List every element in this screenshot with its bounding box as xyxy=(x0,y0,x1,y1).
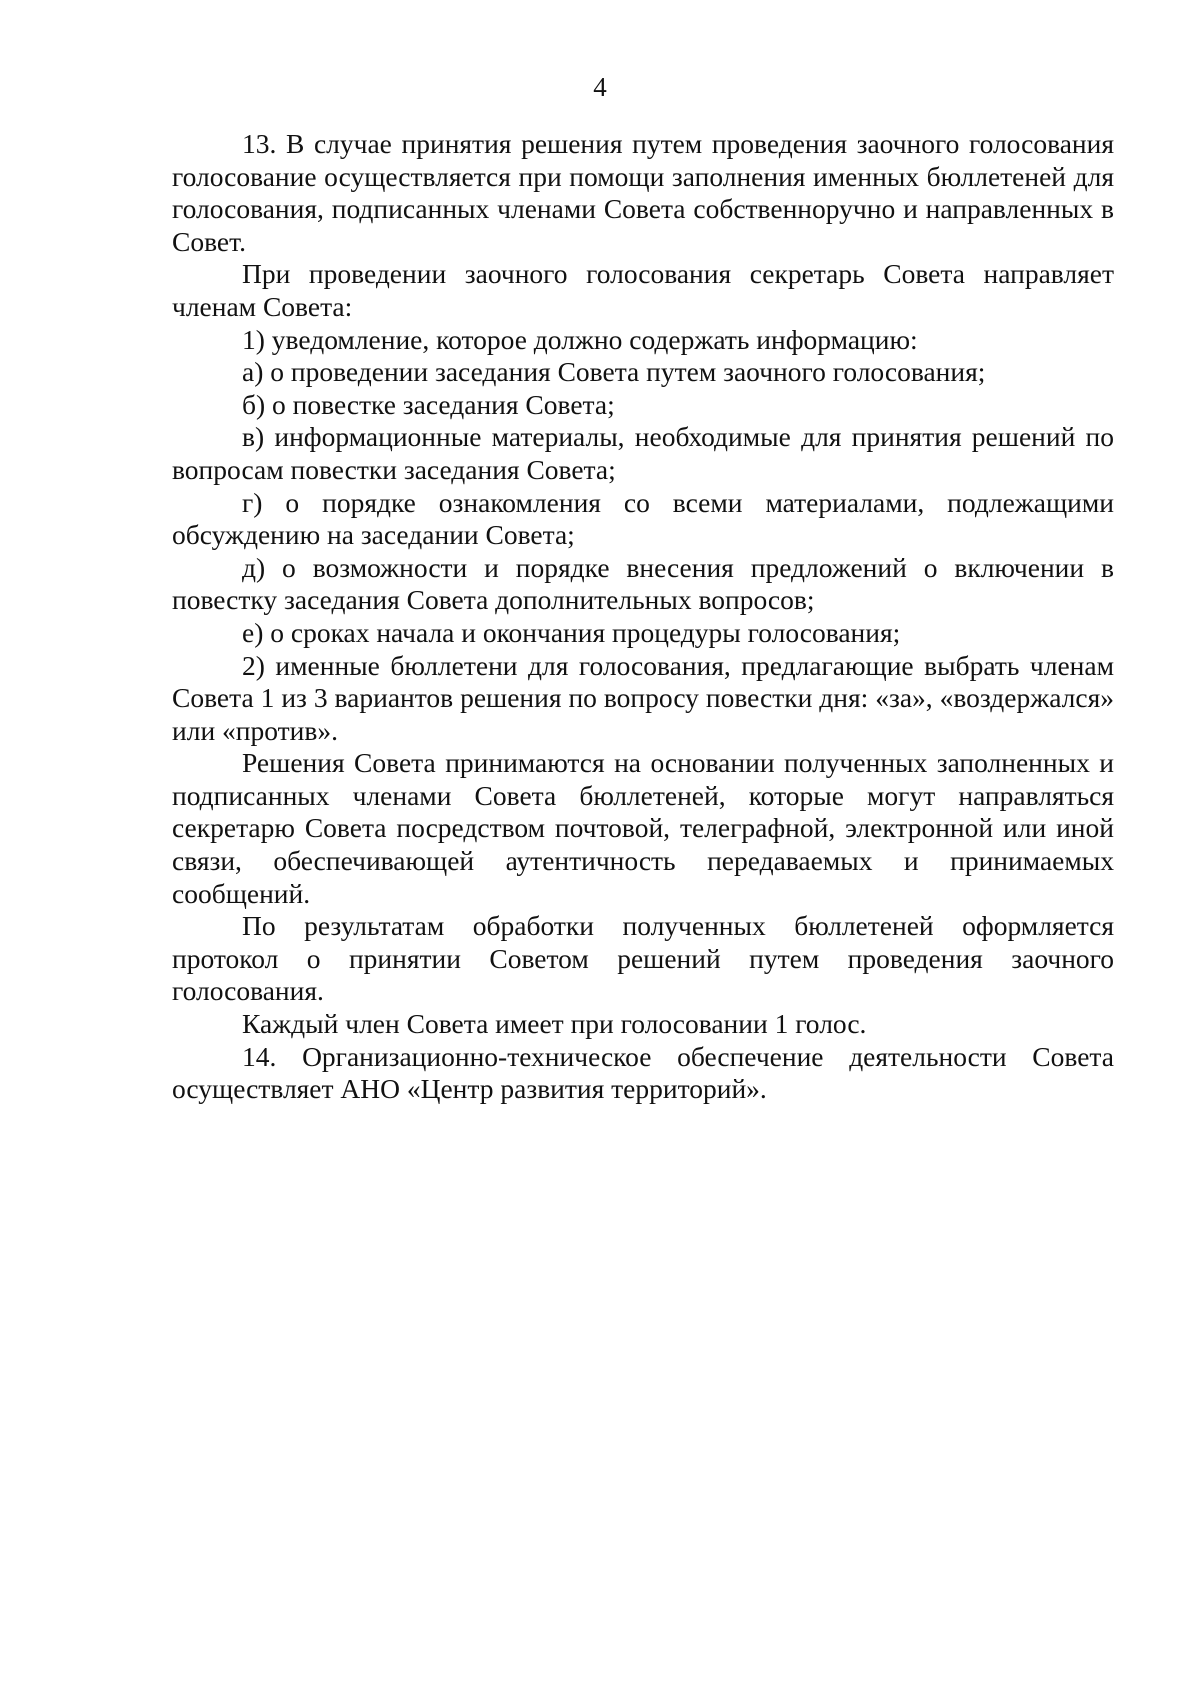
document-body xyxy=(172,128,1114,1106)
list-item-a: а) о проведении заседания Совета путем заочного голосования; xyxy=(242,356,986,388)
paragraph-14: 14. Организационно-техническое обеспечение деятельности Совета осуществляет АНО «Центр развития территорий». xyxy=(172,1040,1114,1105)
list-item-g: г) о порядке ознакомления со всеми материалами, подлежащими обсуждению на заседании Совета; xyxy=(172,486,1114,551)
paragraph-decisions: Решения Совета принимаются на основании полученных заполненных и подписанных членами Совета бюллетеней, которые могут направляться секретарю Совета посредством почтовой, телеграфной, электронной или иной связи, обеспечивающей аутентичность передаваемых и принимаемых сообщений. xyxy=(172,747,1114,909)
paragraph-13: 13. В случае принятия решения путем проведения заочного голосования голосование осуществляется при помощи заполнения именных бюллетеней для голосования, подписанных членами Совета собственноручно и направленных в Совет. xyxy=(172,128,1114,257)
paragraph-absentee-voting-intro: При проведении заочного голосования секретарь Совета направляет членам Совета: xyxy=(172,258,1114,322)
page-number: 4 xyxy=(593,72,607,102)
list-item-e: е) о сроках начала и окончания процедуры голосования; xyxy=(242,616,901,648)
list-item-v: в) информационные материалы, необходимые для принятия решений по вопросам повестки заседания Совета; xyxy=(172,421,1114,485)
list-item-1-notification: 1) уведомление, которое должно содержать информацию: xyxy=(242,323,918,355)
paragraph-protocol: По результатам обработки полученных бюллетеней оформляется протокол о принятии Советом решений путем проведения заочного голосования. xyxy=(172,910,1114,1007)
list-item-d: д) о возможности и порядке внесения предложений о включении в повестку заседания Совета дополнительных вопросов; xyxy=(172,551,1114,616)
list-item-2-ballots: 2) именные бюллетени для голосования, предлагающие выбрать членам Совета 1 из 3 вариантов решения по вопросу повестки дня: «за», «воздержался» или «против». xyxy=(172,649,1114,746)
list-item-b: б) о повестке заседания Совета; xyxy=(242,388,615,420)
paragraph-one-vote: Каждый член Совета имеет при голосовании 1 голос. xyxy=(242,1008,867,1040)
